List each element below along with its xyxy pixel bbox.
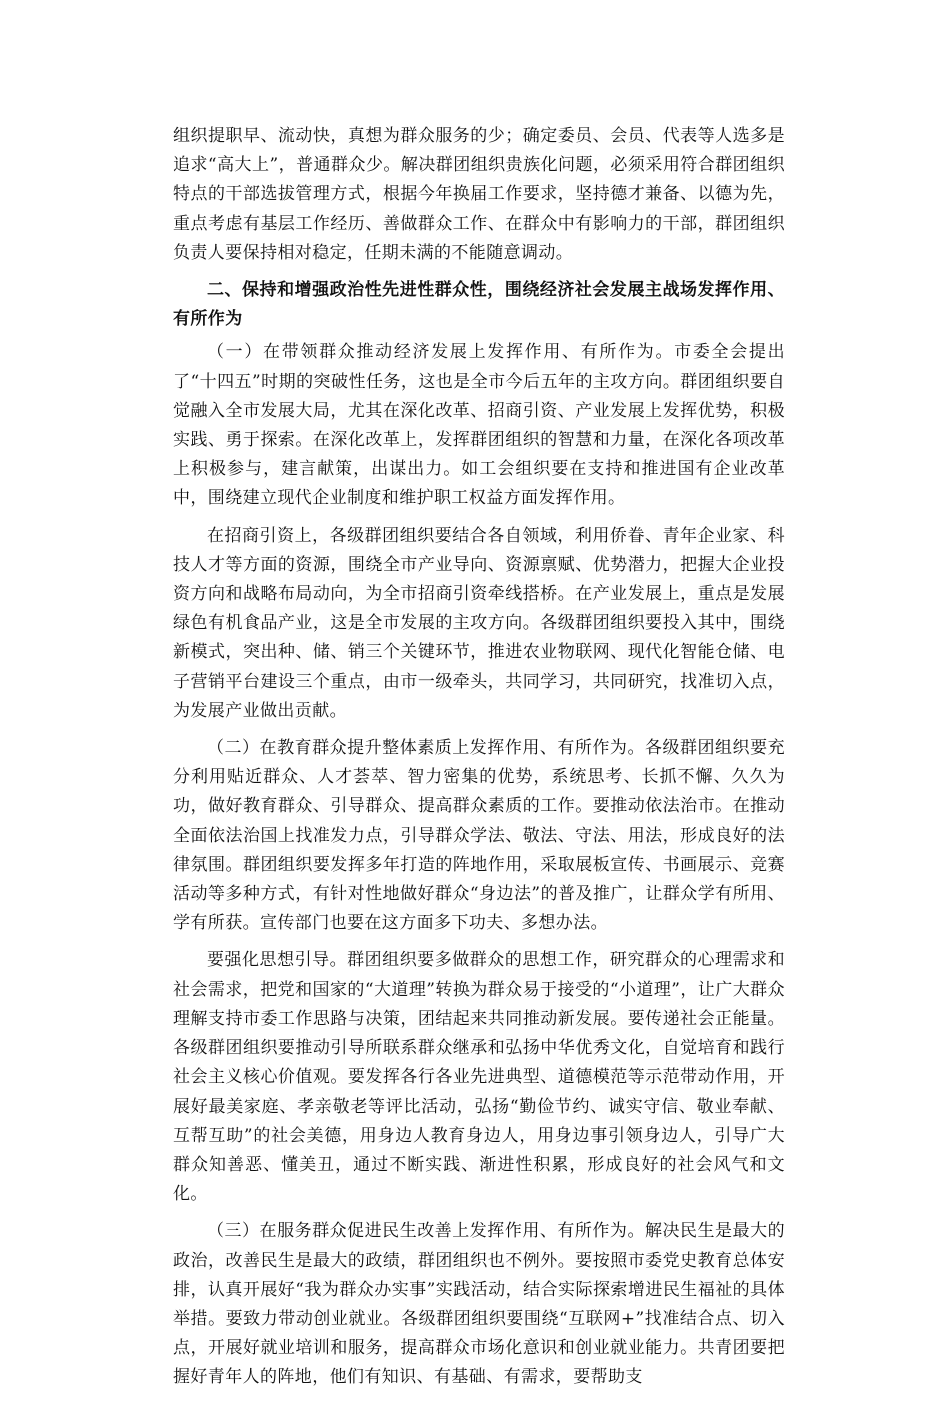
document-body [173, 122, 785, 1401]
paragraph-investment-industry: 在招商引资上，各级群团组织要结合各自领域，利用侨眷、青年企业家、科技人才等方面的资源，围绕全市产业导向、资源禀赋、优势潜力，把握大企业投资方向和战略布局动向，为全市招商引资牵线搭桥。在产业发展上，重点是发展绿色有机食品产业，这是全市发展的主攻方向。各级群团组织要投入其中，围绕新模式，突出种、储、销三个关键环节，推进农业物联网、现代化智能仓储、电子营销平台建设三个重点，由市一级牵头，共同学习，共同研究，找准切入点，为发展产业做出贡献。 [173, 525, 785, 721]
paragraph-ideology-guidance: 要强化思想引导。群团组织要多做群众的思想工作，研究群众的心理需求和社会需求，把党和国家的“大道理”转换为群众易于接受的“小道理”，让广大群众理解支持市委工作思路与决策，团结起来共同推动新发展。要传递社会正能量。各级群团组织要推动引导所联系群众继承和弘扬中华优秀文化，自觉培育和践行社会主义核心价值观。要发挥各行各业先进典型、道德模范等示范带动作用，开展好最美家庭、孝亲敬老等评比活动，弘扬“勤俭节约、诚实守信、敬业奉献、互帮互助”的社会美德，用身边人教育身边人，用身边事引领身边人，引导广大群众知善恶、懂美丑，通过不断实践、渐进性积累，形成良好的社会风气和文化。 [173, 950, 785, 1205]
section-heading: 二、保持和增强政治性先进性群众性，围绕经济社会发展主战场发挥作用、有所作为 [173, 280, 785, 330]
paragraph-livelihood: （三）在服务群众促进民生改善上发挥作用、有所作为。解决民生是最大的政治，改善民生是最大的政绩，群团组织也不例外。要按照市委党史教育总体安排，认真开展好“我为群众办实事”实践活动，结合实际探索增进民生福祉的具体举措。要致力带动创业就业。各级群团组织要围绕“互联网+”找准结合点、切入点，开展好就业培训和服务，提高群众市场化意识和创业就业能力。共青团要把握好青年人的阵地，他们有知识、有基础、有需求，要帮助支 [173, 1221, 785, 1388]
paragraph-continued: 组织提职早、流动快，真想为群众服务的少；确定委员、会员、代表等人选多是追求“高大上”，普通群众少。解决群团组织贵族化问题，必须采用符合群团组织特点的干部选拔管理方式，根据今年换届工作要求，坚持德才兼备、以德为先，重点考虑有基层工作经历、善做群众工作、在群众中有影响力的干部，群团组织负责人要保持相对稳定，任期未满的不能随意调动。 [173, 126, 785, 263]
paragraph-economic-development: （一）在带领群众推动经济发展上发挥作用、有所作为。市委全会提出了“十四五”时期的突破性任务，这也是全市今后五年的主攻方向。群团组织要自觉融入全市发展大局，尤其在深化改革、招商引资、产业发展上发挥优势，积极实践、勇于探索。在深化改革上，发挥群团组织的智慧和力量，在深化各项改革上积极参与，建言献策，出谋出力。如工会组织要在支持和推进国有企业改革中，围绕建立现代企业制度和维护职工权益方面发挥作用。 [173, 342, 785, 509]
paragraph-education: （二）在教育群众提升整体素质上发挥作用、有所作为。各级群团组织要充分利用贴近群众、人才荟萃、智力密集的优势，系统思考、长抓不懈、久久为功，做好教育群众、引导群众、提高群众素质的工作。要推动依法治市。在推动全面依法治国上找准发力点，引导群众学法、敬法、守法、用法，形成良好的法律氛围。群团组织要发挥多年打造的阵地作用，采取展板宣传、书画展示、竞赛活动等多种方式，有针对性地做好群众“身边法”的普及推广，让群众学有所用、学有所获。宣传部门也要在这方面多下功夫、多想办法。 [173, 738, 785, 934]
